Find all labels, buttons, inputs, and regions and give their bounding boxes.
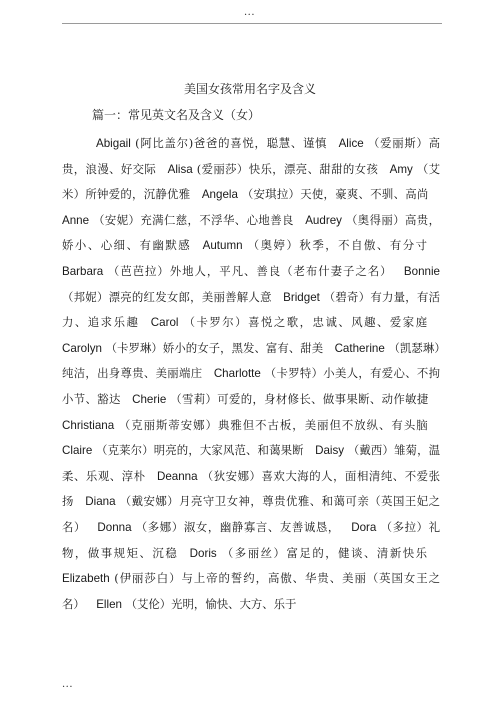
entry-name: Catherine — [334, 341, 385, 355]
entry-name: Amy — [389, 162, 413, 176]
entry-name: Alice — [338, 137, 364, 150]
entry-meaning: (阿比盖尔)爸爸的喜悦，聪慧、谨慎 — [130, 136, 339, 150]
entry-name: Diana — [85, 495, 116, 509]
section-title: 篇一：常见英文名及含义（女） — [92, 108, 261, 122]
entry-name: Charlotte — [213, 367, 261, 381]
entry-name: Bridget — [283, 290, 320, 304]
entry-meaning: (伊丽莎白）与上帝的誓约，高傲、华贵、美丽（英国女王之名） — [62, 571, 440, 611]
entry-meaning: （凯瑟琳）纯洁，出身尊贵、美丽端庄 — [62, 340, 441, 381]
entry-meaning: (爱丽莎）快乐，漂亮、甜甜的女孩 — [192, 161, 390, 176]
entry-name: Anne — [62, 213, 90, 227]
entry-name: Abigail — [96, 137, 131, 150]
entry-name: Angela — [201, 188, 238, 202]
entry-name: Barbara — [62, 264, 104, 278]
entry-meaning: （卡罗琳）娇小的女子，黑发、富有、甜美 — [101, 340, 335, 355]
entry-name: Elizabeth — [62, 572, 110, 586]
entry-meaning: （邦妮）漂亮的红发女郎，美丽善解人意 — [62, 289, 284, 304]
header-dots: ··· — [244, 10, 256, 21]
entry-meaning: （芭芭拉）外地人，平凡、善良（老布什妻子之名） — [103, 263, 404, 278]
entry-name: Autumn — [202, 239, 243, 253]
entry-name: Claire — [62, 444, 93, 458]
entry-meaning: （碧奇）有力量，有活力、追求乐趣 — [62, 289, 440, 330]
entry-meaning: （克丽斯蒂安娜）典雅但不古板，美丽但不放纵、有头脑 — [114, 417, 440, 432]
entry-name: Carol — [150, 316, 179, 330]
document-title: 美国女孩常用名字及含义 — [183, 82, 316, 96]
entry-meaning: （卡罗尔）喜悦之歌，忠诚、风趣、爱家庭 — [178, 315, 440, 330]
entry-meaning: （爱丽斯）高贵，浪漫、好交际 — [62, 136, 440, 176]
entry-meaning: （多娜）淑女，幽静寡言、友善诚恳， — [131, 519, 352, 534]
entry-name: Doris — [189, 546, 217, 560]
entry-meaning: （艾米）所钟爱的，沉静优雅 — [62, 161, 440, 202]
entry-name: Alisa — [167, 162, 193, 176]
entry-meaning: （多丽丝）富足的，健谈、清新快乐 — [216, 545, 440, 560]
entry-name: Ellen — [96, 597, 122, 611]
entry-name: Bonnie — [403, 264, 440, 278]
entry-name: Donna — [97, 520, 132, 534]
entry-meaning: （克莱尔）明亮的，大家风范、和蔼果断 — [92, 443, 316, 458]
entry-meaning: （艾伦）光明，愉快、大方、乐于 — [121, 596, 308, 611]
entry-name: Dora — [351, 520, 377, 534]
entry-meaning: （狄安娜）喜欢大海的人，面相清纯、不爱张扬 — [62, 468, 440, 509]
entry-meaning: （戴安娜）月亮守卫女神，尊贵优雅、和蔼可亲（英国王妃之名） — [62, 494, 440, 534]
entry-name: Christiana — [62, 418, 115, 432]
entry-meaning: （安妮）充满仁慈，不浮华、心地善良 — [89, 212, 306, 227]
entry-meaning: （奥婷）秋季，不自傲、有分寸 — [242, 238, 440, 253]
footer-dots: ··· — [62, 682, 74, 693]
entry-meaning: （雪莉）可爱的，身材修长、做事果断、动作敏捷 — [166, 391, 440, 406]
entry-meaning: （安琪拉）天使，豪爽、不驯、高尚 — [237, 187, 440, 202]
header-rule — [62, 23, 442, 24]
entry-name: Cherie — [132, 392, 167, 406]
entry-name: Carolyn — [62, 341, 102, 355]
body-paragraph — [62, 131, 440, 617]
entry-meaning: （卡罗特）小美人，有爱心、不拘小节、豁达 — [62, 366, 440, 406]
entry-name: Deanna — [156, 469, 198, 483]
entry-meaning: （戴西）雏菊，温柔、乐观、淳朴 — [62, 443, 441, 483]
entry-name: Daisy — [315, 444, 345, 458]
entry-meaning: （奥得丽）高贵，娇小、心细、有幽默感 — [62, 212, 441, 253]
entry-meaning: （多拉）礼物，做事规矩、沉稳 — [62, 519, 441, 560]
entry-name: Audrey — [305, 213, 342, 227]
